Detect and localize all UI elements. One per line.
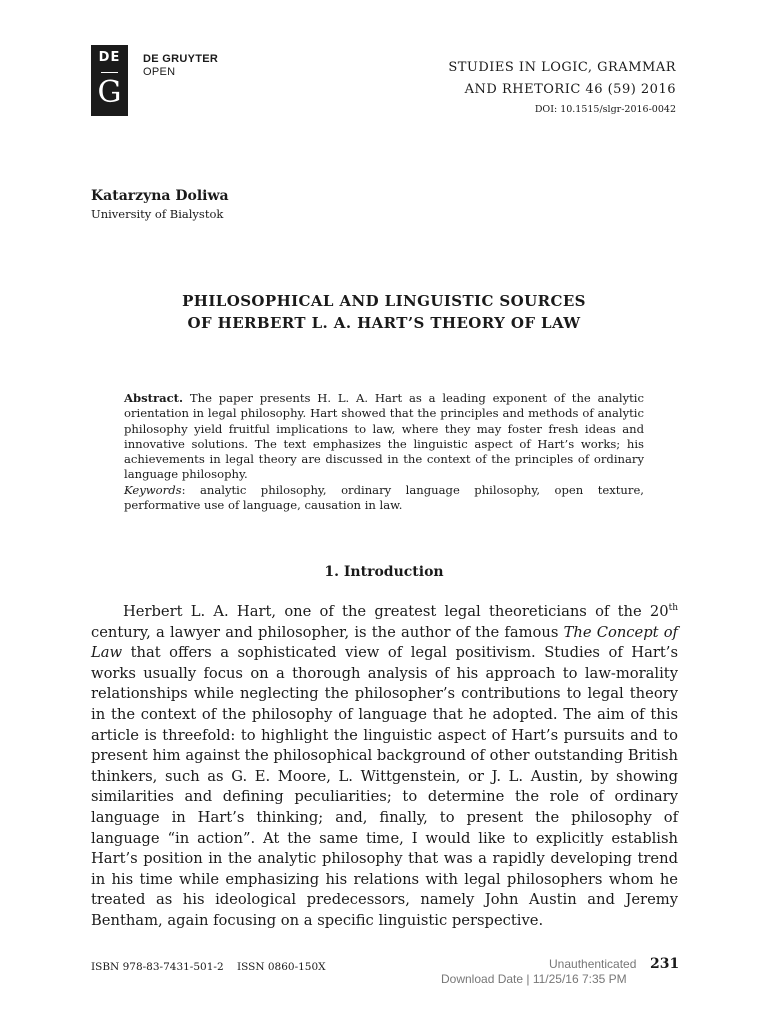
book-title: The Concept of Law <box>91 623 678 662</box>
page-number: 231 <box>650 956 680 972</box>
abstract-text: The paper presents H. L. A. Hart as a leading exponent of the analytic orientation in legal philosophy. Hart showed that the principles and methods of analytic philosophy yield fruitful implications to law, where they may foster fresh ideas and innovative solutions. The text emphasizes the linguistic aspect of Hart’s works; his achievements in legal theory are discussed in the context of the principles of ordinary language philosophy. <box>124 391 644 482</box>
keywords-text: : analytic philosophy, ordinary language philosophy, open texture, performative use of language, causation in law. <box>124 482 644 513</box>
author-name: Katarzyna Doliwa <box>91 188 229 204</box>
keywords-label: Keywords <box>124 482 182 497</box>
publisher-name: DE GRUYTER <box>143 53 219 65</box>
logo-divider <box>101 72 118 73</box>
body-paragraph <box>91 602 678 932</box>
journal-title-line1: STUDIES IN LOGIC, GRAMMAR <box>448 60 676 75</box>
download-date: Download Date | 11/25/16 7:35 PM <box>441 972 627 986</box>
abstract-label: Abstract. <box>124 391 184 405</box>
logo-top-text: DE <box>98 50 121 65</box>
publisher-sub: OPEN <box>143 66 176 78</box>
isbn-issn: ISBN 978-83-7431-501-2 ISSN 0860-150X <box>91 961 326 973</box>
author-affiliation: University of Bialystok <box>91 207 224 221</box>
body-superscript: th <box>668 603 678 614</box>
abstract <box>124 391 644 513</box>
publisher-logo <box>91 45 128 116</box>
section-heading: 1. Introduction <box>324 564 444 580</box>
body-part1: Herbert L. A. Hart, one of the greatest legal theoreticians of the 20 <box>123 603 669 620</box>
doi: DOI: 10.1515/slgr-2016-0042 <box>534 104 676 115</box>
journal-title-line2: AND RHETORIC 46 (59) 2016 <box>464 82 676 97</box>
body-part2: century, a lawyer and philosopher, is the author of the famous <box>91 623 564 641</box>
logo-bottom-text: G <box>97 75 122 110</box>
body-part3: that offers a sophisticated view of legal positivism. Studies of Hart’s works usually focus on a thorough analysis of his approach to law-morality relationships while neglecting the philosopher’s contributions to legal theory in the context of the philosophy of language that he adopted. The aim of this article is threefold: to highlight the linguistic aspect of Hart’s pursuits and to present him against the philosophical background of other outstanding British thinkers, such as G. E. Moore, L. Wittgenstein, or J. L. Austin, by showing similarities and defining peculiarities; to determine the role of ordinary language in Hart’s thinking; and, finally, to present the philosophy of language “in action”. At the same time, I would like to explicitly establish Hart’s position in the analytic philosophy that was a rapidly developing trend in his time while emphasizing his relations with legal philosophers whom he treated as his ideological predecessors, namely John Austin and Jeremy Bentham, again focusing on a specific linguistic perspective. <box>91 644 678 929</box>
paper-title-line1: PHILOSOPHICAL AND LINGUISTIC SOURCES <box>182 292 586 310</box>
unauthenticated-watermark: Unauthenticated <box>549 957 637 971</box>
paper-title-line2: OF HERBERT L. A. HART’S THEORY OF LAW <box>187 314 581 332</box>
